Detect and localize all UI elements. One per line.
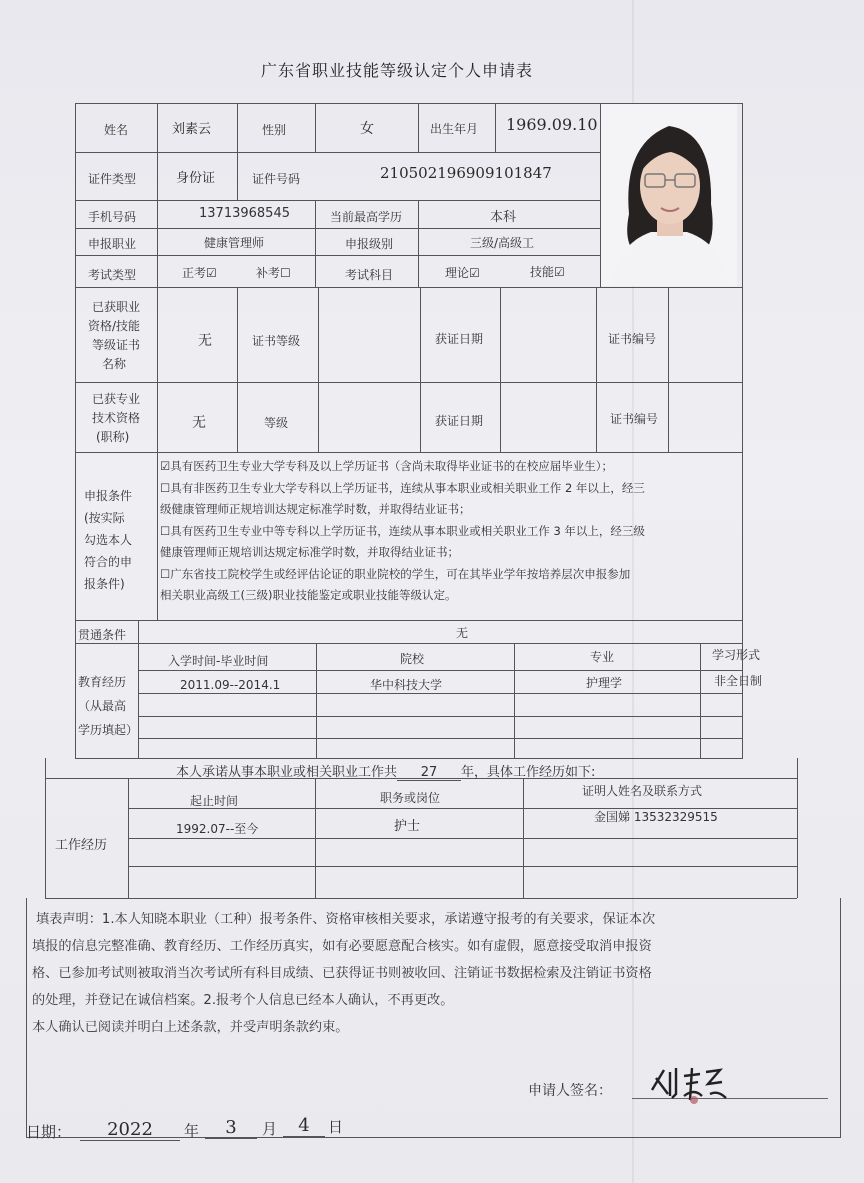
work-years-value: 27 [397,765,461,781]
date-month-unit: 月 [262,1120,278,1138]
id-number-label: 证件号码 [252,172,301,186]
occupation-label: 申报职业 [88,237,137,251]
applicant-signature [648,1060,728,1104]
tech-number-label: 证书编号 [610,412,659,426]
through-value: 无 [456,626,469,640]
vocational-cert-label: 已获职业 资格/技能 等级证书 名称 [88,300,141,371]
edu-form-value: 非全日制 [714,674,763,688]
date-day-value: 4 [283,1115,325,1137]
gender-label: 性别 [262,123,287,137]
exam-type-makeup-checkbox[interactable]: 补考☐ [256,266,291,280]
exam-type-regular-checkbox[interactable]: 正考☑ [182,266,217,280]
work-col-post: 职务或岗位 [380,791,441,805]
cert-date-label: 获证日期 [435,332,484,346]
work-promise: 本人承诺从事本职业或相关职业工作共 27 年，具体工作经历如下: [176,765,596,780]
condition-1-checkbox[interactable]: ☑具有医药卫生专业大学专科及以上学历证书（含尚未取得毕业证书的在校应届毕业生）； [160,459,614,473]
date-year-value: 2022 [80,1119,180,1141]
education-value: 本科 [490,210,517,225]
date-day-unit: 日 [328,1118,344,1136]
cert-level-label: 证书等级 [252,334,301,348]
edu-col-major: 专业 [590,650,615,664]
work-col-reference: 证明人姓名及联系方式 [582,784,703,798]
id-number-value: 210502196909101847 [380,164,552,182]
subject-theory-checkbox[interactable]: 理论☑ [445,266,480,280]
condition-3-checkbox[interactable]: ☐具有医药卫生专业中等专科以上学历证书，连续从事本职业或相关职业工作 3 年以上，经三级 [160,523,645,538]
edu-school-value: 华中科技大学 [370,678,443,692]
gender-value: 女 [360,121,374,137]
edu-col-form: 学习形式 [712,648,761,662]
condition-4-text: 相关职业高级工(三级)职业技能鉴定或职业技能等级认定。 [160,588,457,602]
level-value: 三级/高级工 [470,236,535,250]
condition-3-text: 健康管理师正规培训达规定标准学时数，并取得结业证书； [160,545,459,559]
education-history-label: 教育经历 （从最高 学历填起） [78,675,139,737]
form-title: 广东省职业技能等级认定个人申请表 [260,61,533,80]
subject-skill-checkbox[interactable]: 技能☑ [530,265,565,279]
condition-2-text: 级健康管理师正规培训达规定标准学时数，并取得结业证书； [160,502,471,516]
work-time-value: 1992.07--至今 [176,822,259,836]
date-label: 日期： [26,1123,72,1141]
conditions-list [160,456,645,607]
phone-label: 手机号码 [88,210,137,224]
condition-2-checkbox[interactable]: ☐具有非医药卫生专业大学专科以上学历证书，连续从事本职业或相关职业工作 2 年以上，经三 [160,480,645,495]
edu-time-value: 2011.09--2014.1 [180,678,281,692]
subject-label: 考试科目 [345,268,394,282]
applicant-photo [601,104,737,286]
tech-title-label: 已获专业 技术资格 (职称) [92,392,141,444]
id-type-value: 身份证 [176,171,216,186]
education-label: 当前最高学历 [330,210,403,224]
tech-title-value: 无 [192,415,206,431]
date-month-value: 3 [205,1117,257,1139]
exam-type-label: 考试类型 [88,268,137,282]
edu-major-value: 护理学 [586,676,623,690]
name-value: 刘素云 [172,122,212,137]
occupation-value: 健康管理师 [204,236,265,250]
condition-4-checkbox[interactable]: ☐广东省技工院校学生或经评估论证的职业院校的学生，可在其毕业学年按培养层次申报参加 [160,566,631,581]
conditions-label: 申报条件 (按实际 勾选本人 符合的申 报条件) [84,489,133,591]
edu-col-time: 入学时间-毕业时间 [168,654,269,668]
phone-value: 13713968545 [199,206,290,221]
declaration-text: 填表声明：1.本人知晓本职业（工种）报考条件、资格审核相关要求，承诺遵守报考的有关要求，保证本次 填报的信息完整准确、教育经历、工作经历真实，如有必要愿意配合核实。如有虚假，愿意接受取消申报资 格、已参加考试则被取消当次考试所有科目成绩、已获得证书则被收回、注销证书数据检索及注销证书资格 的处理，并登记在诚信档案。2.报考个人信息已经本人确认，不再更改。 本人确认已阅读并明白上述条款，并受声明条款约束。 [32,912,656,1035]
edu-col-school: 院校 [400,652,425,666]
work-post-value: 护士 [394,819,421,834]
through-label: 贯通条件 [78,628,127,642]
vocational-cert-value: 无 [198,333,212,349]
tech-date-label: 获证日期 [435,414,484,428]
work-col-time: 起止时间 [190,794,239,808]
signature-label: 申请人签名： [528,1083,612,1099]
birth-label: 出生年月 [430,122,479,136]
id-type-label: 证件类型 [88,172,137,186]
work-history-label: 工作经历 [55,838,108,853]
work-reference-value: 金国娣 13532329515 [594,810,718,824]
level-label: 申报级别 [345,237,394,251]
name-label: 姓名 [104,123,129,137]
cert-number-label: 证书编号 [608,332,657,346]
birth-value: 1969.09.10 [506,115,598,134]
date-year-unit: 年 [184,1122,200,1140]
tech-level-label: 等级 [264,416,289,430]
